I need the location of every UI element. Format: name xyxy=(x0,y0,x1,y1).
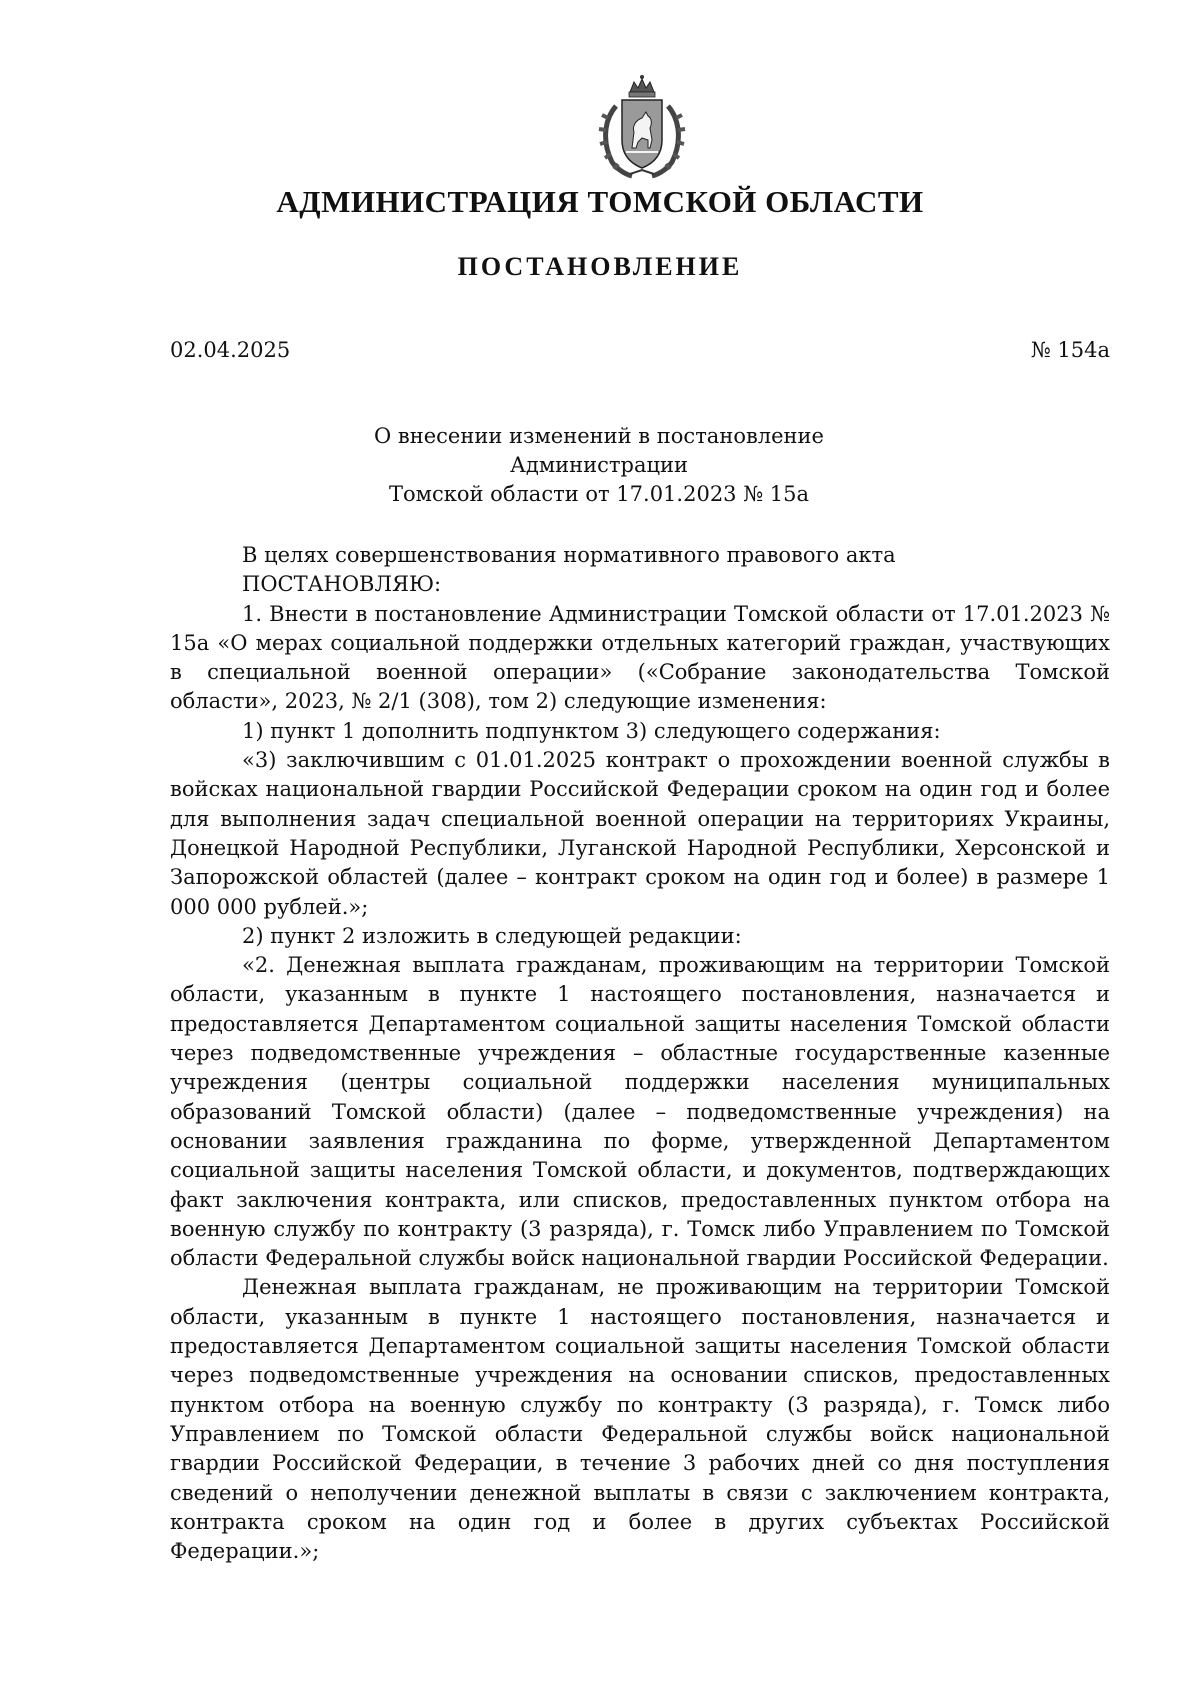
subitem-1-paragraph: 1) пункт 1 дополнить подпунктом 3) следующего содержания: xyxy=(242,718,941,743)
tomsk-coat-of-arms-icon xyxy=(586,70,698,182)
document-type-title: ПОСТАНОВЛЕНИЕ xyxy=(457,252,743,281)
document-number: № 154а xyxy=(1030,338,1110,362)
subitem-2-text-paragraph: «2. Денежная выплата гражданам, проживающим на территории Томской области, указанным в пункте 1 настоящего постановления, назначается и предоставляется Департаментом социальной защиты населения Томской области через подведомственные учреждения – областные государственные казенные учреждения (центры социальной поддержки населения муниципальных образований Томской области) (далее – подведомственные учреждения) на основании заявления гражданина по форме, утвержденной Департаментом социальной защиты населения Томской области, и документов, подтверждающих факт заключения контракта, или списков, предоставленных пунктом отбора на военную службу по контракту (3 разряда), г. Томск либо Управлением по Томской области Федеральной службы войск национальной гвардии Российской Федерации. xyxy=(170,953,1110,1271)
purpose-paragraph: В целях совершенствования нормативного правового акта xyxy=(242,543,896,567)
subitem-2-paragraph: 2) пункт 2 изложить в следующей редакции: xyxy=(242,923,742,948)
organization-title: АДМИНИСТРАЦИЯ ТОМСКОЙ ОБЛАСТИ xyxy=(276,184,924,219)
item-1-paragraph: 1. Внести в постановление Администрации Томской области от 17.01.2023 № 15а «О мерах социальной поддержки отдельных категорий граждан, участвующих в специальной военной операции» («Собрание законодательства Томской области», 2023, № 2/1 (308), том 2) следующие изменения: xyxy=(170,601,1110,714)
subject-line-2: Томской области от 17.01.2023 № 15а xyxy=(388,482,810,506)
resolve-heading: ПОСТАНОВЛЯЮ: xyxy=(242,572,442,597)
subitem-1-text-paragraph: «3) заключившим с 01.01.2025 контракт о прохождении военной службы в войсках национальной гвардии Российской Федерации сроком на один год и более для выполнения задач специальной военной операции на территориях Украины, Донецкой Народной Республики, Луганской Народной Республики, Херсонской и Запорожской областей (далее – контракт сроком на один год и более) в размере 1 000 000 рублей.»; xyxy=(170,748,1110,919)
document-subject xyxy=(300,422,898,509)
nonresident-paragraph: Денежная выплата гражданам, не проживающим на территории Томской области, указанным в пункте 1 настоящего постановления, назначается и предоставляется Департаментом социальной защиты населения Томской области через подведомственные учреждения на основании списков, предоставленных пунктом отбора на военную службу по контракту (3 разряда), г. Томск либо Управлением по Томской области Федеральной службы войск национальной гвардии Российской Федерации, в течение 3 рабочих дней со дня поступления сведений о неполучении денежной выплаты в связи с заключением контракта, контракта сроком на один год и более в других субъектах Российской Федерации.»; xyxy=(170,1275,1110,1564)
subject-line-1: О внесении изменений в постановление Администрации xyxy=(374,424,824,477)
document-body xyxy=(170,541,1110,1566)
document-date: 02.04.2025 xyxy=(170,338,291,362)
